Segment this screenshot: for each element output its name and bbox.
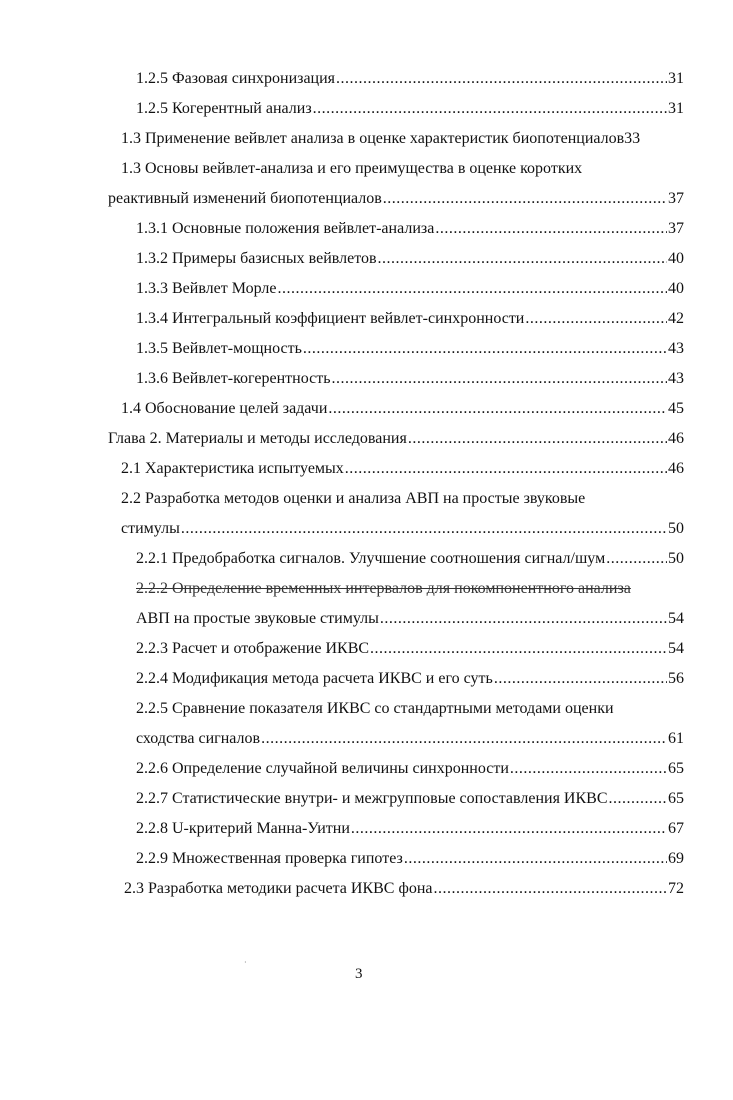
toc-entry-1-3-4 <box>136 307 684 331</box>
toc-entry-page: 43 <box>668 340 684 357</box>
toc-entry-page: 50 <box>668 550 684 567</box>
toc-entry-page: 46 <box>668 430 684 447</box>
toc-entry-title: 1.3.4 Интегральный коэффициент вейвлет-синхронности <box>136 310 525 327</box>
toc-entry-page: 69 <box>668 850 684 867</box>
toc-leader-dots <box>336 67 667 91</box>
toc-leader-dots <box>345 457 667 481</box>
toc-leader-dots <box>606 547 667 571</box>
toc-entry-2-2-5-line1: 2.2.5 Сравнение показателя ИКВС со стандартными методами оценки <box>136 700 614 717</box>
toc-entry-page: 31 <box>668 100 684 117</box>
toc-entry-chapter-2 <box>108 427 684 451</box>
toc-entry-title: 1.3 Применение вейвлет анализа в оценке характеристик биопотенциалов <box>121 130 625 147</box>
toc-entry-1-3-application <box>121 127 685 151</box>
toc-entry-page: 40 <box>668 280 684 297</box>
scan-speck: · <box>244 958 247 967</box>
toc-leader-dots <box>380 607 667 631</box>
toc-entry-title: 2.2.8 U-критерий Манна-Уитни <box>136 820 350 837</box>
toc-entry-2-2-6 <box>136 757 684 781</box>
toc-leader-dots <box>313 97 667 121</box>
toc-entry-page: 37 <box>668 220 684 237</box>
toc-leader-dots <box>370 637 667 661</box>
toc-entry-title: 2.2.3 Расчет и отображение ИКВС <box>136 640 370 657</box>
toc-leader-dots <box>408 427 667 451</box>
toc-entry-2-2-3 <box>136 637 684 661</box>
toc-entry-2-2-2-line1: 2.2.2 Определение временных интервалов для покомпонентного анализа <box>136 580 631 597</box>
toc-entry-2-2-9 <box>136 847 684 871</box>
toc-entry-title: 1.3.2 Примеры базисных вейвлетов <box>136 250 377 267</box>
toc-leader-dots <box>303 337 667 361</box>
toc-entry-title: 2.2.6 Определение случайной величины синхронности <box>136 760 509 777</box>
toc-leader-dots <box>261 727 667 751</box>
toc-leader-dots <box>277 277 667 301</box>
toc-leader-dots <box>351 817 667 841</box>
toc-entry-page: 61 <box>668 730 684 747</box>
toc-entry-2-2-2 <box>136 607 684 631</box>
toc-entry-page: 45 <box>668 400 684 417</box>
toc-leader-dots <box>378 247 667 271</box>
toc-entry-title: 1.3.3 Вейвлет Морле <box>136 280 277 297</box>
toc-entry-title: Глава 2. Материалы и методы исследования <box>108 430 407 447</box>
toc-entry-page: 33 <box>624 130 641 147</box>
toc-leader-dots <box>510 757 667 781</box>
toc-entry-title: реактивный изменений биопотенциалов <box>108 190 382 207</box>
toc-leader-dots <box>609 787 668 811</box>
toc-entry-page: 67 <box>668 820 684 837</box>
toc-entry-title: 1.2.5 Фазовая синхронизация <box>136 70 336 87</box>
toc-entry-1-3-basics-line1: 1.3 Основы вейвлет-анализа и его преимущества в оценке коротких <box>121 160 583 177</box>
toc-entry-page: 50 <box>668 520 684 537</box>
toc-entry-page: 65 <box>668 790 684 807</box>
toc-entry-title: 2.2.4 Модификация метода расчета ИКВС и его суть <box>136 670 493 687</box>
toc-entry-1-3-2 <box>136 247 684 271</box>
toc-entry-page: 40 <box>668 250 684 267</box>
toc-leader-dots <box>494 667 667 691</box>
toc-leader-dots <box>383 187 667 211</box>
toc-entry-title: 2.2.9 Множественная проверка гипотез <box>136 850 403 867</box>
toc-entry-title: 1.2.5 Когерентный анализ <box>136 100 312 117</box>
toc-entry-title: стимулы <box>121 520 180 537</box>
toc-entry-1-2-5-coherent <box>136 97 684 121</box>
toc-entry-1-3-3 <box>136 277 684 301</box>
toc-entry-page: 37 <box>668 190 684 207</box>
toc-entry-title: 2.2.7 Статистические внутри- и межгрупповые сопоставления ИКВС <box>136 790 608 807</box>
toc-entry-page: 42 <box>668 310 684 327</box>
toc-entry-1-3-1 <box>136 217 684 241</box>
toc-entry-title: 2.1 Характеристика испытуемых <box>121 460 344 477</box>
page-number: 3 <box>355 966 363 982</box>
toc-entry-title: 1.3.6 Вейвлет-когерентность <box>136 370 331 387</box>
toc-entry-1-2-5-phase <box>136 67 684 91</box>
toc-entry-page: 54 <box>668 610 684 627</box>
toc-entry-title: 1.4 Обоснование целей задачи <box>121 400 328 417</box>
toc-entry-2-1 <box>121 457 684 481</box>
toc-entry-2-2-1 <box>136 547 684 571</box>
toc-entry-title: 1.3.1 Основные положения вейвлет-анализа <box>136 220 435 237</box>
toc-entry-2-2-5 <box>136 727 684 751</box>
toc-entry-title: АВП на простые звуковые стимулы <box>136 610 379 627</box>
toc-entry-2-2-7 <box>136 787 684 811</box>
toc-entry-2-2-4 <box>136 667 684 691</box>
toc-entry-1-4 <box>121 397 684 421</box>
toc-entry-page: 31 <box>668 70 684 87</box>
toc-entry-page: 65 <box>668 760 684 777</box>
toc-leader-dots <box>525 307 667 331</box>
toc-leader-dots <box>433 877 667 901</box>
toc-entry-title: 1.3.5 Вейвлет-мощность <box>136 340 302 357</box>
toc-entry-1-3-basics <box>108 187 684 211</box>
toc-entry-2-2 <box>121 517 684 541</box>
toc-leader-dots <box>435 217 667 241</box>
toc-entry-page: 56 <box>668 670 684 687</box>
toc-entry-page: 46 <box>668 460 684 477</box>
toc-entry-2-2-8 <box>136 817 684 841</box>
toc-leader-dots <box>404 847 667 871</box>
toc-entry-page: 54 <box>668 640 684 657</box>
toc-entry-title: сходства сигналов <box>136 730 261 747</box>
toc-entry-1-3-5 <box>136 337 684 361</box>
toc-leader-dots <box>181 517 667 541</box>
toc-entry-page: 72 <box>668 880 684 897</box>
toc-entry-1-3-6 <box>136 367 684 391</box>
toc-leader-dots <box>332 367 667 391</box>
toc-entry-page: 43 <box>668 370 684 387</box>
toc-entry-title: 2.3 Разработка методики расчета ИКВС фона <box>124 880 433 897</box>
toc-leader-dots <box>328 397 667 421</box>
toc-entry-title: 2.2.1 Предобработка сигналов. Улучшение соотношения сигнал/шум <box>136 550 606 567</box>
toc-entry-2-3 <box>124 877 684 901</box>
toc-entry-2-2-line1: 2.2 Разработка методов оценки и анализа АВП на простые звуковые <box>121 490 586 507</box>
